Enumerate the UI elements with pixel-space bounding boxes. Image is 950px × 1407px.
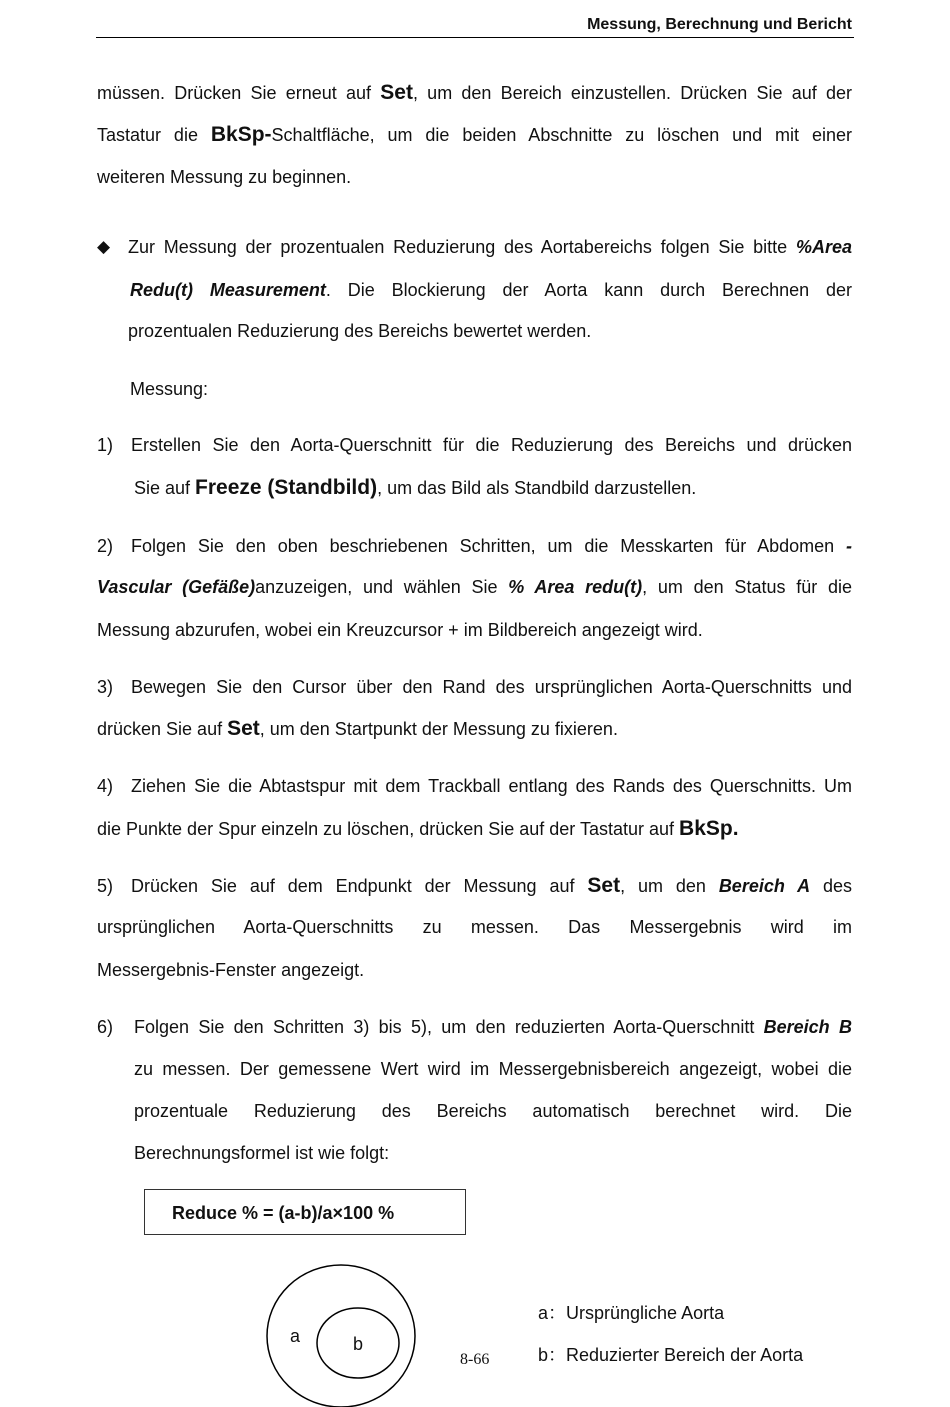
text: , um den Bereich einzustellen. Drücken Sie auf der — [412, 83, 852, 103]
messung-label: Messung: — [130, 379, 209, 399]
step3-line1: Bewegen Sie den Cursor über den Rand des ursprünglichen Aorta-Querschnitts und — [131, 677, 852, 697]
text: Drücken Sie auf dem Endpunkt der Messung auf — [131, 876, 588, 896]
text: anzuzeigen, und wählen Sie — [255, 577, 509, 597]
keyword-bksp: BkSp. — [679, 817, 739, 840]
label-b: b — [353, 1334, 364, 1354]
legend-a: a：Ursprüngliche Aorta — [538, 1303, 725, 1323]
keyword-set: Set — [380, 81, 413, 104]
formula-text: Reduce % = (a-b)/a×100 % — [172, 1203, 395, 1223]
text: müssen. Drücken Sie erneut auf — [97, 83, 381, 103]
text: Folgen Sie den Schritten 3) bis 5), um den reduzierten Aorta-Querschnitt — [134, 1017, 764, 1037]
text: drücken Sie auf — [97, 719, 228, 739]
text: , um den Status für die — [642, 577, 852, 597]
step5-line2: ursprünglichen Aorta-Querschnitts zu messen. Das Messergebnis wird im — [97, 917, 852, 937]
step2-number: 2) — [97, 536, 114, 556]
step4-number: 4) — [97, 776, 114, 796]
label-a: a — [290, 1326, 301, 1346]
text: Schaltfläche, um die beiden Abschnitte zu löschen und mit einer — [271, 125, 852, 145]
text: Folgen Sie den oben beschriebenen Schritten, um die Messkarten für Abdomen — [131, 536, 846, 556]
step1-number: 1) — [97, 435, 114, 455]
emphasis: Vascular (Gefäße) — [97, 577, 256, 597]
p1-line3: weiteren Messung zu beginnen. — [97, 167, 352, 187]
step2-line3: Messung abzurufen, wobei ein Kreuzcursor + im Bildbereich angezeigt wird. — [97, 620, 703, 640]
step3-number: 3) — [97, 677, 114, 697]
keyword-set: Set — [587, 874, 621, 897]
step6-line2: zu messen. Der gemessene Wert wird im Messergebnisbereich angezeigt, wobei die — [134, 1059, 852, 1079]
diamond-bullet-icon: ◆ — [97, 237, 111, 256]
emphasis: Bereich B — [763, 1017, 852, 1037]
step6-line4: Berechnungsformel ist wie folgt: — [134, 1143, 390, 1163]
step5-number: 5) — [97, 876, 114, 896]
step5-line3: Messergebnis-Fenster angezeigt. — [97, 960, 365, 980]
text: Zur Messung der prozentualen Reduzierung des Aortabereichs folgen Sie bitte — [128, 237, 796, 257]
keyword-set: Set — [227, 717, 260, 740]
text: , um den — [620, 876, 719, 896]
page-number: 8-66 — [460, 1351, 490, 1368]
keyword-bksp: BkSp- — [210, 123, 272, 146]
legend-b: b：Reduzierter Bereich der Aorta — [538, 1345, 804, 1365]
text: die Punkte der Spur einzeln zu löschen, drücken Sie auf der Tastatur auf — [97, 819, 680, 839]
text: des — [810, 876, 852, 896]
emphasis: Bereich A — [718, 876, 811, 896]
text: Sie auf — [134, 478, 196, 498]
step1-line1: Erstellen Sie den Aorta-Querschnitt für die Reduzierung des Bereichs und drücken — [131, 435, 852, 455]
bullet-line3: prozentualen Reduzierung des Bereichs bewertet werden. — [128, 321, 592, 341]
step6-line3: prozentuale Reduzierung des Bereichs automatisch berechnet wird. Die — [134, 1101, 852, 1121]
text: , um das Bild als Standbild darzustellen. — [377, 478, 697, 498]
emphasis: - — [846, 536, 852, 556]
step4-line1: Ziehen Sie die Abtastspur mit dem Trackball entlang des Rands des Querschnitts. Um — [131, 776, 852, 796]
keyword-freeze: Freeze (Standbild) — [195, 476, 378, 499]
header-title: Messung, Berechnung und Bericht — [587, 16, 852, 33]
emphasis: % Area redu(t) — [508, 577, 643, 597]
text: Tastatur die — [97, 125, 211, 145]
text: . Die Blockierung der Aorta kann durch Berechnen der — [325, 280, 852, 300]
step6-number: 6) — [97, 1017, 114, 1037]
emphasis: Redu(t) Measurement — [130, 280, 326, 300]
emphasis: %Area — [795, 237, 852, 257]
text: , um den Startpunkt der Messung zu fixieren. — [259, 719, 618, 739]
